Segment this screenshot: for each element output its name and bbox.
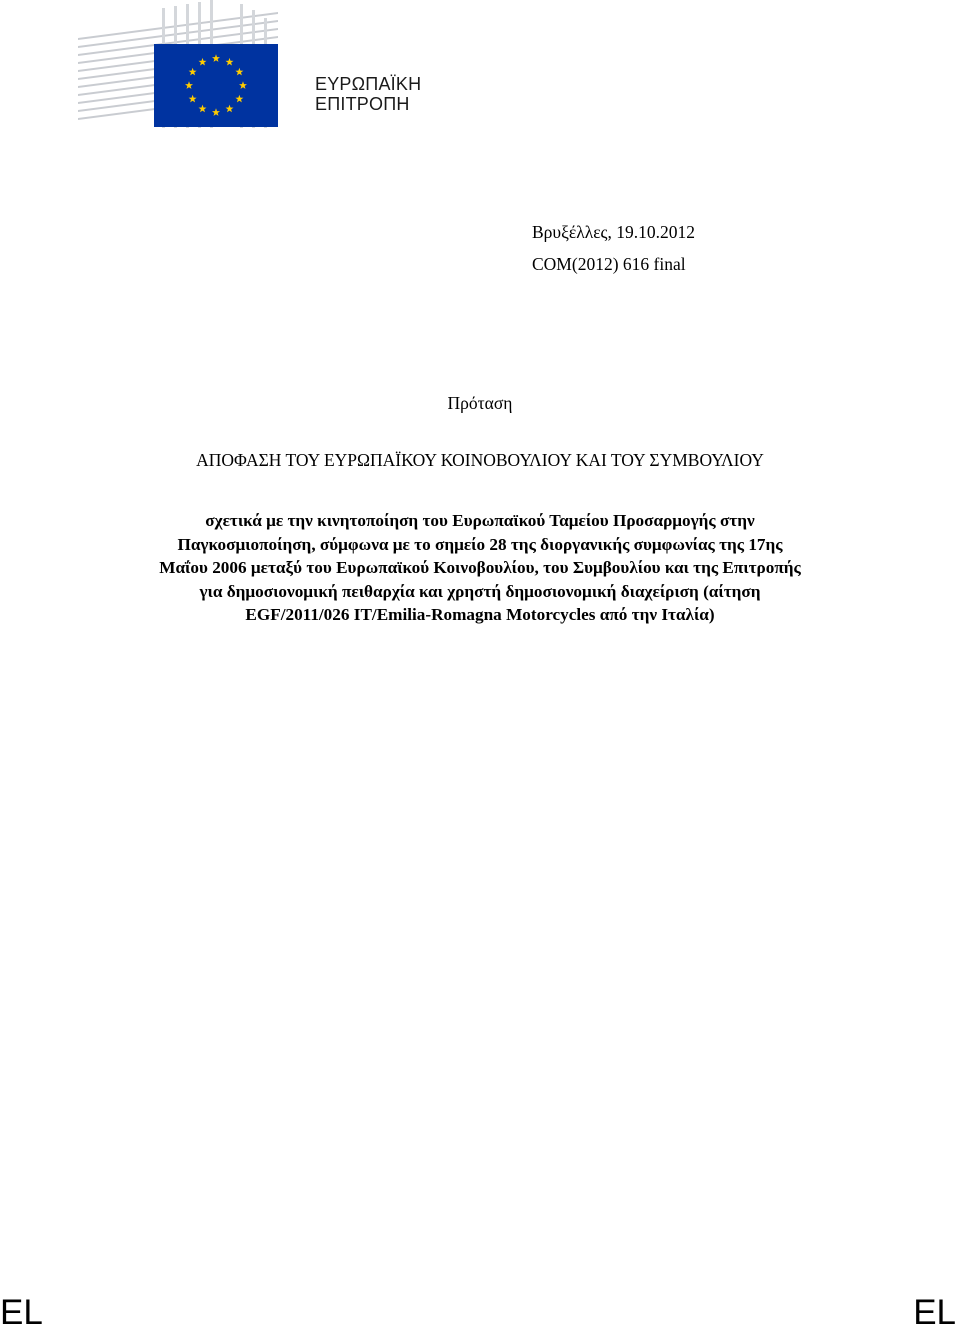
organization-name-line1: ΕΥΡΩΠΑΪΚΗ bbox=[315, 74, 422, 94]
organization-name bbox=[315, 74, 421, 114]
document-meta bbox=[532, 216, 695, 280]
document-title: ΑΠΟΦΑΣΗ ΤΟΥ ΕΥΡΩΠΑΪΚΟΥ ΚΟΙΝΟΒΟΥΛΙΟΥ ΚΑΙ ΤΟΥ ΣΥΜΒΟΥΛΙΟΥ bbox=[196, 450, 764, 470]
subject-line: Παγκοσμιοποίηση, σύμφωνα με το σημείο 28 της διοργανικής συμφωνίας της 17ης bbox=[177, 534, 783, 554]
subject-line: για δημοσιονομική πειθαρχία και χρηστή δημοσιονομική διαχείριση (αίτηση bbox=[199, 581, 761, 601]
document-type: Πρόταση bbox=[447, 393, 513, 413]
subject-line: Μαΐου 2006 μεταξύ του Ευρωπαϊκού Κοινοβουλίου, του Συμβουλίου και της Επιτροπής bbox=[159, 558, 801, 578]
document-reference: COM(2012) 616 final bbox=[532, 254, 686, 274]
european-commission-logo bbox=[78, 0, 478, 130]
subject-line: EGF/2011/026 IT/Emilia-Romagna Motorcycles από την Ιταλία) bbox=[245, 605, 715, 625]
language-code-right: EL bbox=[913, 1293, 956, 1332]
eu-flag-icon bbox=[154, 44, 278, 127]
place-date: Βρυξέλλες, 19.10.2012 bbox=[532, 222, 695, 242]
subject-line: σχετικά με την κινητοποίηση του Ευρωπαϊκού Ταμείου Προσαρμογής στην bbox=[205, 511, 755, 530]
document-subject bbox=[60, 509, 900, 627]
organization-name-line2: ΕΠΙΤΡΟΠΗ bbox=[315, 94, 410, 114]
language-code-left: EL bbox=[0, 1293, 43, 1332]
